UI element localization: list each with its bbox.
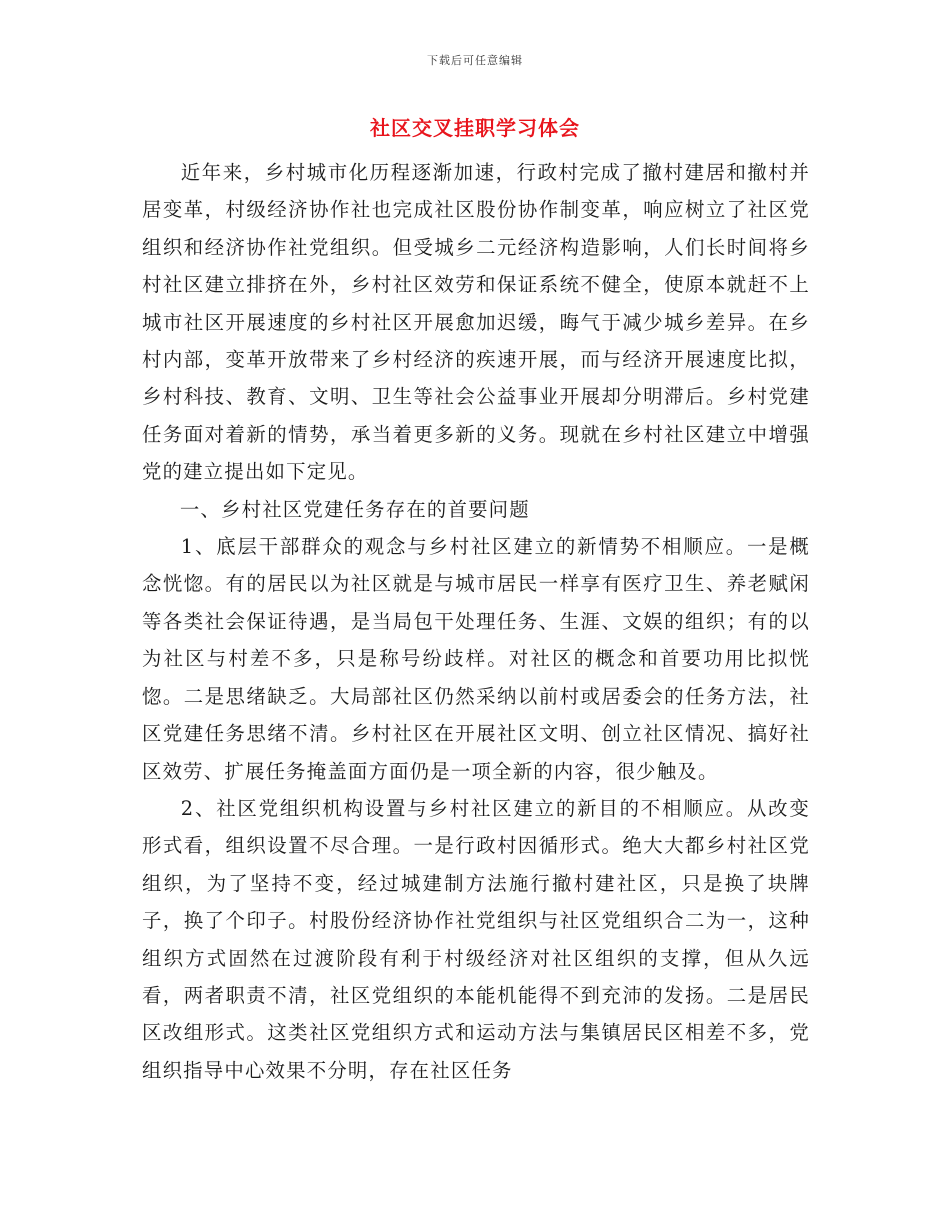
section-heading: 一、乡村社区党建任务存在的首要问题 bbox=[179, 497, 530, 521]
document-body bbox=[142, 154, 810, 1089]
document-title: 社区交叉挂职学习体会 bbox=[370, 116, 580, 140]
paragraph-point-1: 1、底层干部群众的观念与乡村社区建立的新情势不相顺应。一是概念恍惚。有的居民以为社区就是与城市居民一样享有医疗卫生、养老赋闲等各类社会保证待遇，是当局包干处理任务、生涯、文娱的组织；有的以为社区与村差不多，只是称号纷歧样。对社区的概念和首要功用比拟恍惚。二是思绪缺乏。大局部社区仍然采纳以前村或居委会的任务方法，社区党建任务思绪不清。乡村社区在开展社区文明、创立社区情况、搞好社区效劳、扩展任务掩盖面方面仍是一项全新的内容，很少触及。 bbox=[142, 535, 810, 783]
paragraph-point-2: 2、社区党组织机构设置与乡村社区建立的新目的不相顺应。从改变形式看，组织设置不尽合理。一是行政村因循形式。绝大大都乡村社区党组织，为了坚持不变，经过城建制方法施行撤村建社区，只是换了块牌子，换了个印子。村股份经济协作社党组织与社区党组织合二为一，这种组织方式固然在过渡阶段有利于村级经济对社区组织的支撑，但从久远看，两者职责不清，社区党组织的本能机能得不到充沛的发扬。二是居民区改组形式。这类社区党组织方式和运动方法与集镇居民区相差不多，党组织指导中心效果不分明，存在社区任务 bbox=[142, 796, 810, 1082]
page-header-note: 下载后可任意编辑 bbox=[427, 54, 523, 67]
paragraph-intro: 近年来，乡村城市化历程逐渐加速，行政村完成了撤村建居和撤村并居变革，村级经济协作社也完成社区股份协作制变革，响应树立了社区党组织和经济协作社党组织。但受城乡二元经济构造影响，人们长时间将乡村社区建立排挤在外，乡村社区效劳和保证系统不健全，使原本就赶不上城市社区开展速度的乡村社区开展愈加迟缓，晦气于减少城乡差异。在乡村内部，变革开放带来了乡村经济的疾速开展，而与经济开展速度比拟，乡村科技、教育、文明、卫生等社会公益事业开展却分明滞后。乡村党建任务面对着新的情势，承当着更多新的义务。现就在乡村社区建立中增强党的建立提出如下定见。 bbox=[142, 161, 810, 484]
